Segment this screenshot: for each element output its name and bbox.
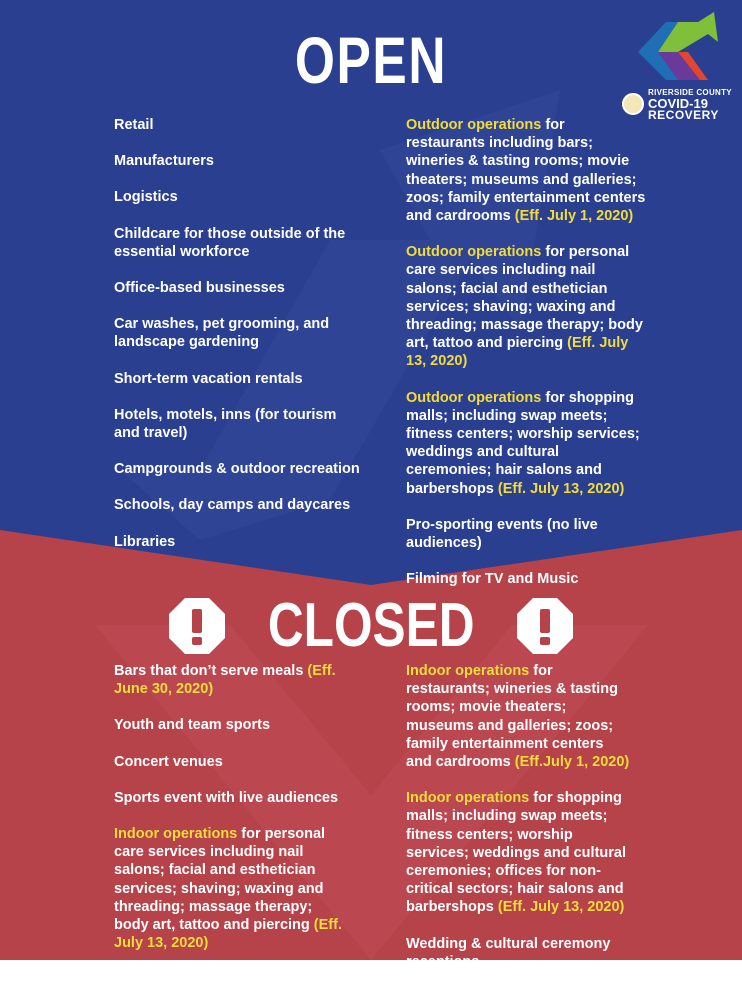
logo-line3: RECOVERY [648,108,719,122]
item-text: Concert venues [114,753,223,770]
list-item [114,825,344,952]
item-effective-date: (Eff.July 1, 2020) [514,754,630,771]
item-text: for personal care services including nail salons; facial and esthetician services; shaving; waxing and threading; massage therapy; body art, tattoo and piercing [406,244,643,352]
open-heading: OPEN [294,23,448,97]
list-item: Libraries [114,533,176,550]
item-text: for restaurants including bars; wineries & tasting rooms; movie theaters; museums and galleries; zoos; family entertainment centers and cardrooms [406,117,646,225]
item-effective-date: (Eff. July 13, 2020) [497,480,625,497]
logo-line2: COVID-19 [648,96,708,111]
item-highlight: Indoor operations [406,663,530,679]
item-effective-date: (Eff. June 30, 2020) [114,663,336,698]
list-item [406,516,646,552]
list-item [406,570,646,588]
item-text: Bars that don’t serve meals [114,663,308,679]
list-item [114,789,344,807]
item-text: Youth and team sports [114,717,271,734]
list-item: Short-term vacation rentals [114,370,303,387]
item-effective-date: (Eff. July 13, 2020) [497,899,625,916]
list-item [406,116,646,225]
item-text: Pro-sporting events (no live audiences) [406,516,598,552]
list-item [114,716,344,734]
list-item: Campgrounds & outdoor recreation [114,461,360,478]
item-text: for shopping malls; including swap meets; fitness centers; worship services; weddings and cultural ceremonies; offices for non-critical sectors; hair salons and barbershops [406,790,626,916]
item-highlight: Outdoor operations [406,389,542,406]
item-highlight: Indoor operations [114,826,238,843]
list-item [406,789,631,916]
list-item: Logistics [114,189,178,206]
item-text: Filming for TV and Music [406,571,579,588]
item-text: for restaurants; wineries & tasting rooms; movie theaters; museums and galleries; zoos; family entertainment centers and cardrooms [406,663,618,771]
county-seal-icon [622,93,644,115]
logo-line1: RIVERSIDE COUNTY [648,88,732,97]
list-item [114,662,344,698]
open-left-list [114,116,364,569]
item-text: Wedding & cultural ceremony receptions [406,935,611,970]
list-item: Hotels, motels, inns (for tourism and travel) [114,406,337,442]
list-item: Car washes, pet grooming, and landscape gardening [114,316,330,351]
list-item [406,389,646,498]
stop-warning-icon [168,597,226,655]
item-effective-date: (Eff. July 13, 2020) [406,335,629,370]
list-item: Office-based businesses [114,280,285,297]
open-right-list [406,116,646,606]
list-item: Childcare for those outside of the essential workforce [114,225,346,260]
item-highlight: Outdoor operations [406,117,542,133]
list-item: Manufacturers [114,153,214,170]
closed-heading-row [0,590,742,661]
item-text: for shopping malls; including swap meets; fitness centers; worship services; weddings and cultural ceremonies; hair salons and barbershops [406,389,640,497]
list-item [406,935,631,971]
list-item: Schools, day camps and daycares [114,497,351,514]
item-effective-date: (Eff. July 1, 2020) [514,208,634,225]
list-item [406,243,646,370]
closed-heading: CLOSED [267,591,475,660]
item-text: Sports event with live audiences [114,789,339,806]
list-item: Retail [114,117,154,133]
list-item [406,662,631,771]
closed-left-list [114,662,344,970]
item-highlight: Outdoor operations [406,244,542,261]
list-item [114,753,344,771]
item-text: for personal care services including nail salons; facial and esthetician services; shaving; waxing and threading; massage therapy; body art, tattoo and piercing [114,826,326,934]
item-effective-date: (Eff. July 13, 2020) [114,917,342,952]
stop-warning-icon [516,597,574,655]
closed-right-list [406,662,631,989]
item-highlight: Indoor operations [406,790,530,807]
